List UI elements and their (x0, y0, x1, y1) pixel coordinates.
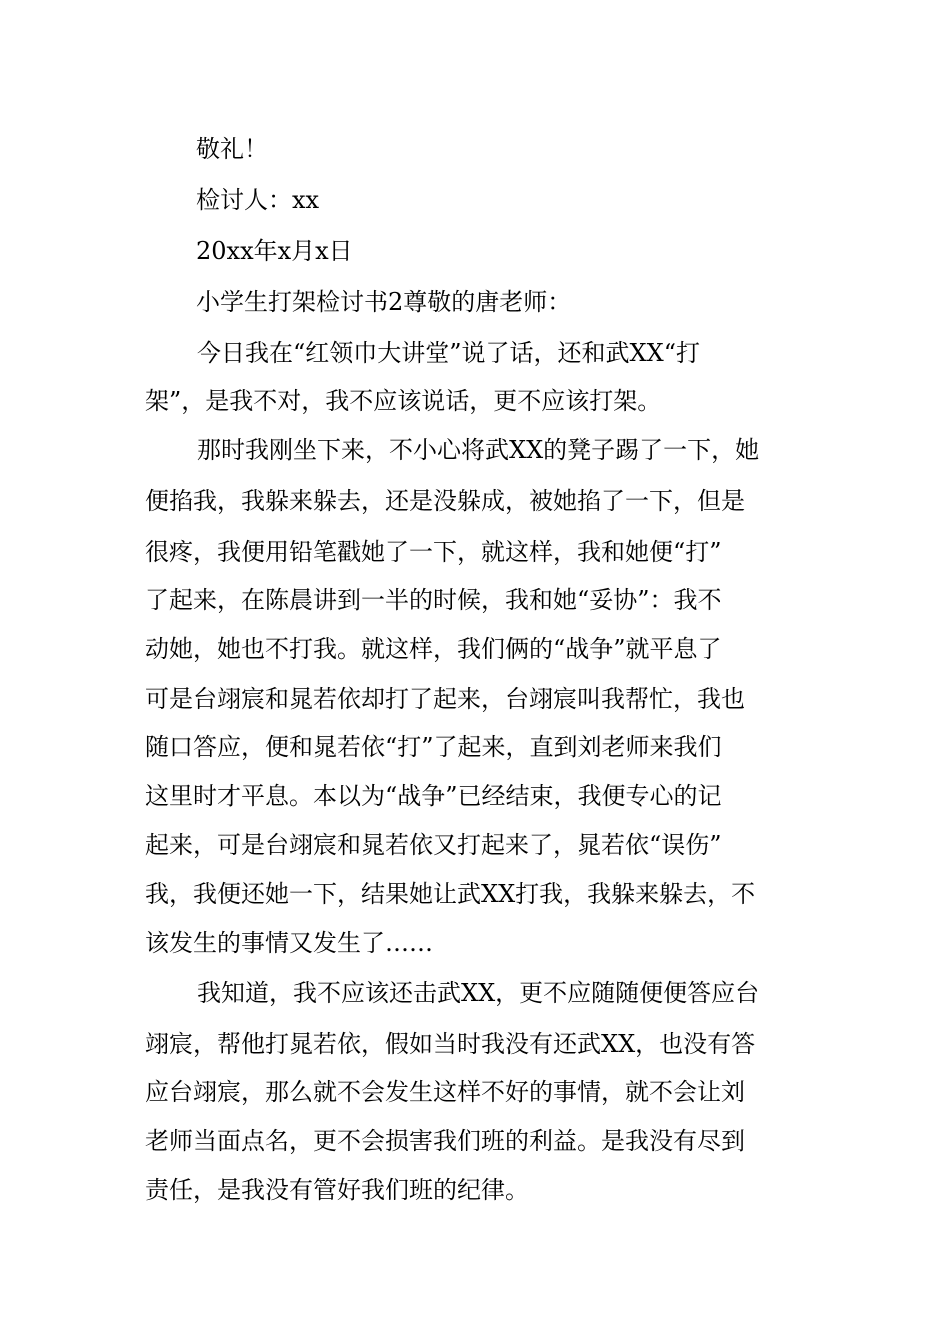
paragraph-2-line-4: 了起来，在陈晨讲到一半的时候，我和她“妥协”：我不 (145, 586, 722, 614)
paragraph-2-line-9: 起来，可是台翊宸和晁若依又打起来了，晁若依“误伤” (145, 831, 722, 859)
paragraph-3-line-3: 应台翊宸，那么就不会发生这样不好的事情，就不会让刘 (145, 1078, 745, 1106)
paragraph-3-line-4: 老师当面点名，更不会损害我们班的利益。是我没有尽到 (145, 1127, 745, 1155)
paragraph-2-line-6: 可是台翊宸和晁若依却打了起来，台翊宸叫我帮忙，我也 (145, 685, 745, 713)
date-line: 20xx年x月x日 (196, 237, 353, 265)
paragraph-2-line-2: 便掐我，我躲来躲去，还是没躲成，被她掐了一下，但是 (145, 487, 745, 515)
paragraph-3-line-2: 翊宸，帮他打晁若依，假如当时我没有还武XX，也没有答 (145, 1030, 756, 1058)
paragraph-2-line-3: 很疼，我便用铅笔戳她了一下，就这样，我和她便“打” (145, 538, 722, 566)
paragraph-2-line-8: 这里时才平息。本以为“战争”已经结束，我便专心的记 (145, 782, 722, 810)
paragraph-1-line-1: 今日我在“红领巾大讲堂”说了话，还和武XX“打 (197, 339, 700, 367)
paragraph-2-line-5: 动她，她也不打我。就这样，我们俩的“战争”就平息了 (145, 635, 722, 663)
signer-line: 检讨人：xx (196, 186, 320, 214)
paragraph-2-line-10: 我，我便还她一下，结果她让武XX打我，我躲来躲去，不 (145, 880, 756, 908)
paragraph-1-line-2: 架”，是我不对，我不应该说话，更不应该打架。 (145, 387, 662, 415)
paragraph-3-line-5: 责任，是我没有管好我们班的纪律。 (145, 1176, 529, 1204)
paragraph-2-line-1: 那时我刚坐下来，不小心将武XX的凳子踢了一下，她 (197, 436, 760, 464)
paragraph-3-line-1: 我知道，我不应该还击武XX，更不应随随便便答应台 (197, 979, 760, 1007)
paragraph-2-line-11: 该发生的事情又发生了…… (145, 929, 433, 957)
section-heading: 小学生打架检讨书2尊敬的唐老师： (196, 288, 572, 316)
paragraph-2-line-7: 随口答应，便和晁若依“打”了起来，直到刘老师来我们 (145, 733, 722, 761)
closing-salute: 敬礼！ (196, 135, 268, 163)
